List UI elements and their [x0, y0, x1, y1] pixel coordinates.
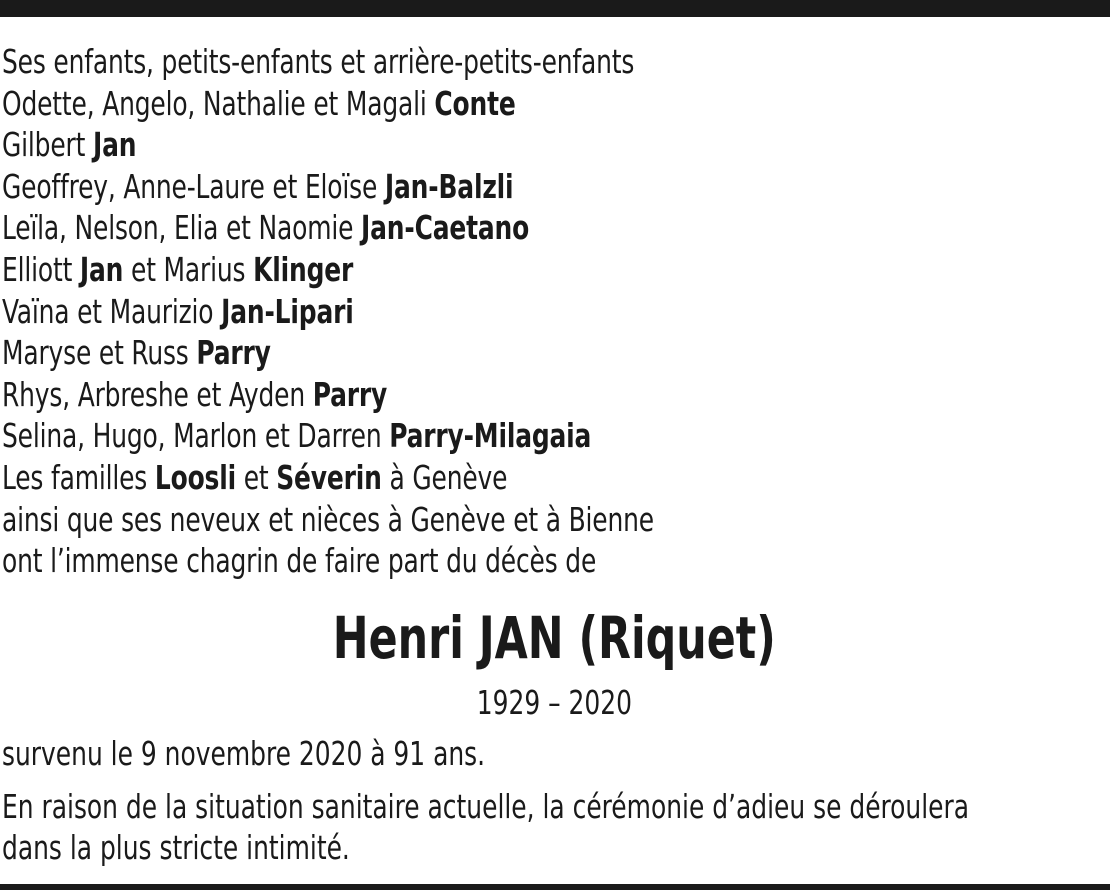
family-names: Rhys, Arbreshe et Ayden	[2, 374, 313, 414]
family-names: Elliott	[2, 249, 80, 289]
family-surname: Parry	[312, 374, 388, 414]
family-line	[2, 166, 926, 208]
family-line	[2, 332, 926, 374]
ceremony-notice-line: dans la plus stricte intimité.	[2, 828, 350, 867]
family-names: Geoffrey, Anne-Laure et Eloïse	[2, 166, 385, 206]
family-surname: Jan-Balzli	[384, 166, 514, 206]
family-line	[2, 374, 926, 416]
family-surname: Séverin	[276, 457, 382, 497]
family-line	[2, 499, 926, 541]
family-surname: Conte	[434, 83, 516, 123]
family-line	[2, 540, 926, 582]
family-names: ainsi que ses neveux et nièces à Genève et à Bienne	[2, 499, 654, 539]
family-line	[2, 291, 926, 333]
family-names: ont l’immense chagrin de faire part du décès de	[2, 541, 597, 581]
bottom-border-rule	[0, 884, 1110, 890]
family-names: Vaïna et Maurizio	[2, 291, 222, 331]
family-line	[2, 124, 926, 166]
family-surname: Jan	[92, 125, 137, 165]
ceremony-notice-line: En raison de la situation sanitaire actuelle, la cérémonie d’adieu se déroulera	[2, 787, 970, 826]
family-names: et Marius	[123, 249, 254, 289]
family-line	[2, 41, 926, 83]
family-names: à Genève	[381, 457, 508, 497]
death-date-line: survenu le 9 novembre 2020 à 91 ans.	[2, 734, 486, 773]
deceased-name: Henri JAN (Riquet)	[332, 604, 776, 672]
family-surname: Jan-Lipari	[221, 291, 354, 331]
family-names: Odette, Angelo, Nathalie et Magali	[2, 83, 435, 123]
family-names: Selina, Hugo, Marlon et Darren	[2, 416, 390, 456]
family-surname: Parry-Milagaia	[389, 416, 592, 456]
family-members-list	[2, 41, 1102, 582]
family-names: Gilbert	[2, 125, 93, 165]
family-line	[2, 83, 926, 125]
life-dates: 1929 – 2020	[476, 683, 632, 722]
top-border-rule	[0, 0, 1110, 17]
family-surname: Loosli	[154, 457, 236, 497]
family-names: Ses enfants, petits-enfants et arrière-petits-enfants	[2, 42, 635, 81]
family-surname: Jan	[79, 249, 124, 289]
family-names: Les familles	[2, 457, 155, 497]
family-line	[2, 249, 926, 291]
family-line	[2, 207, 926, 249]
family-line	[2, 415, 926, 457]
family-surname: Klinger	[253, 249, 354, 289]
family-names: Maryse et Russ	[2, 333, 197, 373]
ceremony-notice	[2, 786, 969, 868]
family-surname: Jan-Caetano	[361, 208, 530, 248]
family-surname: Parry	[196, 333, 271, 373]
family-names: et	[235, 457, 277, 497]
family-names: Leïla, Nelson, Elia et Naomie	[2, 208, 362, 248]
family-line	[2, 457, 926, 499]
